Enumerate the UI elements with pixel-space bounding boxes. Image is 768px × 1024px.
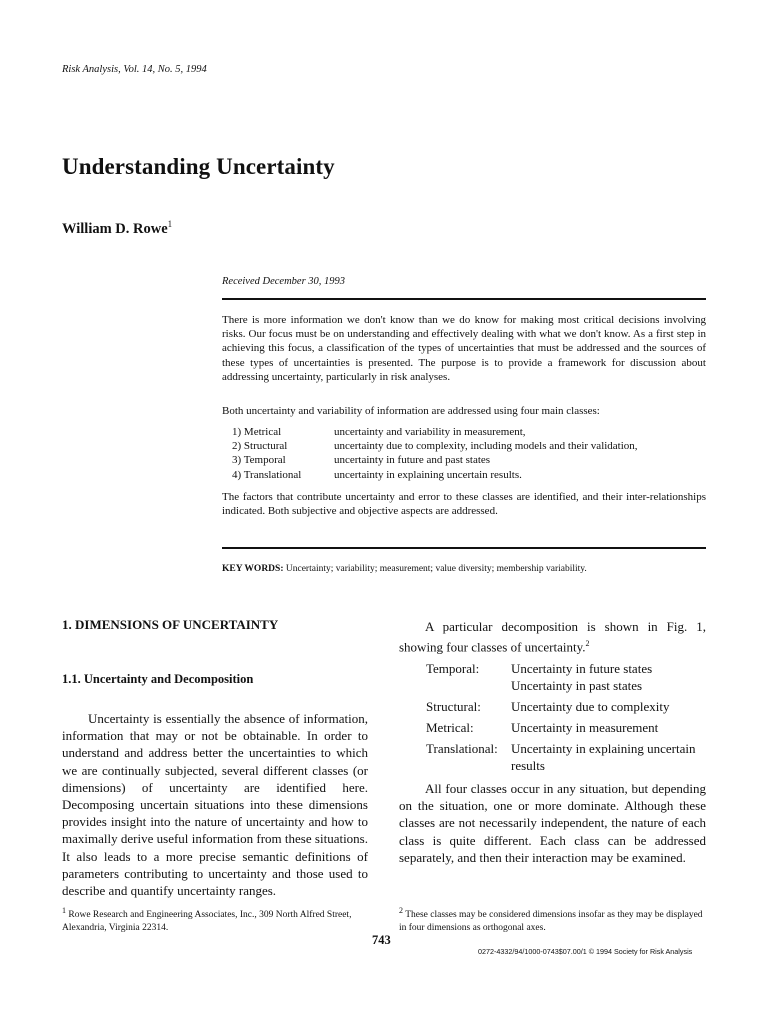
abstract-bottom-rule <box>222 547 706 549</box>
definition-row <box>426 719 716 736</box>
definition-line: Uncertainty in explaining uncertain <box>511 741 696 756</box>
definition-value <box>511 740 695 774</box>
class-item <box>232 425 706 439</box>
class-description: uncertainty in explaining uncertain results. <box>334 468 522 481</box>
class-item <box>232 453 706 467</box>
journal-citation: Risk Analysis, Vol. 14, No. 5, 1994 <box>62 64 207 75</box>
keywords-text: Uncertainty; variability; measurement; value diversity; membership variability. <box>285 564 587 574</box>
definition-line: Uncertainty due to complexity <box>511 699 670 714</box>
footnote-2 <box>399 905 706 934</box>
page-number: 743 <box>372 933 391 947</box>
uncertainty-class-list <box>232 425 706 482</box>
uncertainty-definition-table <box>426 660 716 778</box>
body-paragraph-right-1 <box>399 618 706 656</box>
class-item <box>232 468 706 482</box>
section-heading: 1. DIMENSIONS OF UNCERTAINTY <box>62 617 279 632</box>
definition-key: Structural: <box>426 699 481 714</box>
definition-line: results <box>511 758 545 773</box>
footnote-mark-2: 2 <box>585 639 590 649</box>
author-line <box>62 221 172 238</box>
definition-value <box>511 719 658 736</box>
keywords-line <box>222 564 587 574</box>
author-name: William D. Rowe <box>62 221 168 237</box>
definition-key: Translational: <box>426 741 498 756</box>
definition-key: Temporal: <box>426 661 480 676</box>
footnote-2-text: These classes may be considered dimensions insofar as they may be displayed in four dimensions as orthogonal axes. <box>399 910 703 933</box>
class-name: 2) Structural <box>232 440 288 453</box>
definition-line: Uncertainty in measurement <box>511 720 659 735</box>
right-paragraph-1-text: A particular decomposition is shown in Fig. 1, showing four classes of uncertainty. <box>399 619 706 655</box>
keywords-label: KEY WORDS: <box>222 564 284 574</box>
author-footnote-mark: 1 <box>167 219 173 230</box>
definition-value <box>511 698 669 715</box>
definition-key: Metrical: <box>426 720 474 735</box>
subsection-heading: 1.1. Uncertainty and Decomposition <box>62 672 254 686</box>
body-paragraph-right-2: All four classes occur in any situation, but depending on the situation, one or more dominate. Although these classes are not necessarily independent, the nature of each class is quite different. Each class can be addressed separately, and then their interaction may be examined. <box>399 781 706 865</box>
class-name: 3) Temporal <box>232 454 286 467</box>
definition-row <box>426 740 716 774</box>
class-name: 1) Metrical <box>232 426 282 438</box>
definition-value <box>511 660 652 694</box>
definition-row <box>426 698 716 715</box>
class-description: uncertainty and variability in measurement, <box>334 426 526 438</box>
abstract-paragraph-1: There is more information we don't know than we do know for making most critical decisions involving risks. Our focus must be on understanding and effectively dealing with what we don't know. As a first step in achieving this focus, a classification of the types of uncertainties that must be addressed and the sources of these types of uncertainties is presented. The purpose is to provide a framework for discussion about addressing uncertainty, particularly in risk analyses. <box>222 314 706 383</box>
footnote-1-mark: 1 <box>62 906 66 915</box>
abstract-paragraph-2: Both uncertainty and variability of information are addressed using four main classes: <box>222 405 600 417</box>
class-item <box>232 439 706 453</box>
definition-line: Uncertainty in future states <box>511 661 653 676</box>
abstract-top-rule <box>222 298 706 300</box>
body-paragraph-left: Uncertainty is essentially the absence of information, information that may or not be obtainable. In order to understand and address better the uncertainties to which we are continually subjected, several different classes (or dimensions) of uncertainty are identified here. Decomposing uncertain situations into these dimensions provides insight into the nature of uncertainty and how to maximally derive useful information from these situations. It also leads to a more precise semantic definitions of parameters contributing to uncertainty and those used to describe and quantify uncertainty ranges. <box>62 711 368 899</box>
footnote-1 <box>62 905 368 934</box>
received-date: Received December 30, 1993 <box>222 276 346 287</box>
definition-line: Uncertainty in past states <box>511 678 643 693</box>
footnote-1-text: Rowe Research and Engineering Associates, Inc., 309 North Alfred Street, Alexandria, Virginia 22314. <box>62 910 352 933</box>
class-description: uncertainty due to complexity, including models and their validation, <box>334 440 638 453</box>
class-description: uncertainty in future and past states <box>334 454 491 467</box>
copyright-line: 0272-4332/94/1000-0743$07.00/1 © 1994 Society for Risk Analysis <box>478 947 693 956</box>
class-name: 4) Translational <box>232 468 302 481</box>
definition-row <box>426 660 716 694</box>
footnote-2-mark: 2 <box>399 906 403 915</box>
abstract-paragraph-3: The factors that contribute uncertainty and error to these classes are identified, and their inter-relationships indicated. Both subjective and objective aspects are addressed. <box>222 491 706 518</box>
article-title: Understanding Uncertainty <box>62 154 335 179</box>
